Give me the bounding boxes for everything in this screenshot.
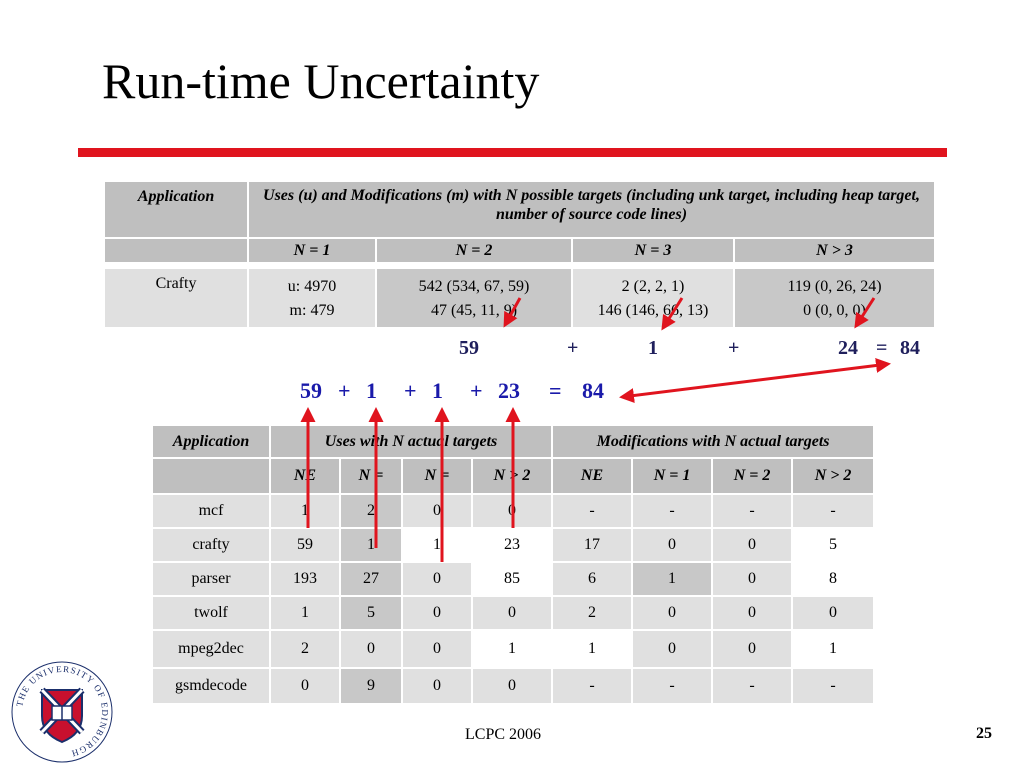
table-cell: 1 (552, 630, 632, 668)
table-cell: 2 (270, 630, 340, 668)
table-cell: - (792, 668, 874, 704)
table-cell: 1 (472, 630, 552, 668)
table2-header-row (152, 425, 874, 458)
table-cell: 1 (270, 494, 340, 528)
sum1-term-c: 24 (838, 337, 858, 359)
table2-subheader-uses-ne: NE (270, 458, 340, 494)
table-cell: 2 (340, 494, 402, 528)
table2-subheader-uses-n3: N > 2 (472, 458, 552, 494)
table-cell: 0 (402, 562, 472, 596)
table-cell: 5 (340, 596, 402, 630)
table1-subheader-n2: N = 2 (376, 238, 572, 263)
table1-cell-n2-uses: 542 (534, 67, 59) (418, 277, 530, 295)
table-cell: 0 (632, 596, 712, 630)
table-cell: - (552, 494, 632, 528)
table-row (152, 562, 874, 596)
table-cell: 0 (472, 494, 552, 528)
table-cell: 193 (270, 562, 340, 596)
table-cell: 1 (792, 630, 874, 668)
title-underline (78, 148, 947, 157)
table-cell: 0 (340, 630, 402, 668)
table1-cell-n2-mods: 47 (45, 11, 9) (430, 301, 518, 319)
table1-cell-n3-uses: 2 (2, 2, 1) (621, 277, 685, 295)
row-app-name: mcf (152, 494, 270, 528)
slide-title: Run-time Uncertainty (102, 53, 540, 109)
table2-subheader-mods-n2: N = 2 (712, 458, 792, 494)
table-cell: 0 (472, 596, 552, 630)
table-cell: 0 (712, 528, 792, 562)
footer-text: LCPC 2006 (465, 726, 542, 743)
table-row (152, 630, 874, 668)
sum2-plus-1: + (338, 378, 351, 403)
sum1-term-a: 59 (459, 337, 479, 359)
table-cell: 1 (402, 528, 472, 562)
table-cell: - (712, 494, 792, 528)
table2-subheader-uses-n2: N = (402, 458, 472, 494)
table-cell: - (632, 494, 712, 528)
table-cell: 2 (552, 596, 632, 630)
sum2-plus-3: + (470, 378, 483, 403)
table-cell: 0 (712, 596, 792, 630)
table-cell: 0 (792, 596, 874, 630)
table1-subheader-n3: N = 3 (572, 238, 734, 263)
table1-row-crafty (104, 268, 935, 328)
table-cell: 8 (792, 562, 874, 596)
table-cell: 0 (270, 668, 340, 704)
table-cell: 0 (402, 668, 472, 704)
table-cell: 0 (632, 630, 712, 668)
table1-cell-n3 (572, 268, 734, 328)
table-row (152, 596, 874, 630)
table1-subheader-n1: N = 1 (248, 238, 376, 263)
table-cell: 0 (402, 596, 472, 630)
arrow-double-total (622, 364, 888, 397)
table2-subheader-uses-n1: N = (340, 458, 402, 494)
table-cell: 1 (340, 528, 402, 562)
table1-header-row (104, 181, 935, 238)
row-app-name: crafty (152, 528, 270, 562)
row-app-name: parser (152, 562, 270, 596)
sum2-term-d: 23 (498, 378, 520, 403)
table-cell: 0 (632, 528, 712, 562)
table1-subheader-row (104, 238, 935, 263)
table-row (152, 668, 874, 704)
table-cell: - (632, 668, 712, 704)
table1-cell-n1-mods: m: 479 (289, 301, 335, 319)
table-cell: 85 (472, 562, 552, 596)
table2-subheader-row (152, 458, 874, 494)
table1-cell-n4 (734, 268, 935, 328)
table-row (152, 494, 874, 528)
sum1-plus-1: + (567, 337, 579, 359)
row-app-name: gsmdecode (152, 668, 270, 704)
table2-subheader-blank (152, 458, 270, 494)
table1-cell-n1-uses: u: 4970 (287, 277, 337, 295)
sum2-term-c: 1 (432, 378, 443, 403)
table1-cell-n2 (376, 268, 572, 328)
sum1-term-b: 1 (648, 337, 658, 359)
table-cell: - (552, 668, 632, 704)
table-cell: 1 (270, 596, 340, 630)
table-cell: 59 (270, 528, 340, 562)
sum2-total: 84 (582, 378, 604, 403)
table-cell: 6 (552, 562, 632, 596)
row-app-name: twolf (152, 596, 270, 630)
page-number: 25 (976, 725, 992, 742)
table-cell: 0 (402, 630, 472, 668)
table1-cell-app: Crafty (104, 268, 248, 328)
sum2-term-a: 59 (300, 378, 322, 403)
table2-subheader-mods-n3: N > 2 (792, 458, 874, 494)
table-cell: 0 (472, 668, 552, 704)
table-cell: 0 (402, 494, 472, 528)
table2-header-application: Application (152, 425, 270, 458)
table-cell: - (712, 668, 792, 704)
crafty-targets-table (103, 180, 936, 329)
table1-cell-n4-uses: 119 (0, 26, 24) (787, 277, 882, 295)
sum2-plus-2: + (404, 378, 417, 403)
table2-header-mods: Modifications with N actual targets (552, 425, 874, 458)
sum1-equals: = (876, 337, 888, 359)
sum2-term-b: 1 (366, 378, 377, 403)
actual-targets-table (151, 424, 875, 705)
table-cell: 9 (340, 668, 402, 704)
table1-cell-n4-mods: 0 (0, 0, 0) (803, 301, 866, 319)
table-row (152, 528, 874, 562)
table-cell: 0 (712, 562, 792, 596)
sum1-plus-2: + (728, 337, 740, 359)
table1-subheader-n4: N > 3 (734, 238, 935, 263)
table1-cell-n3-mods: 146 (146, 66, 13) (597, 301, 709, 319)
row-app-name: mpeg2dec (152, 630, 270, 668)
table2-subheader-mods-n1: N = 1 (632, 458, 712, 494)
table2-subheader-mods-ne: NE (552, 458, 632, 494)
table1-subheader-blank (104, 238, 248, 263)
table-cell: 1 (632, 562, 712, 596)
table-cell: 17 (552, 528, 632, 562)
university-of-edinburgh-crest-icon (10, 660, 114, 764)
table1-cell-n1 (248, 268, 376, 328)
table-cell: - (792, 494, 874, 528)
table1-header-application: Application (104, 181, 248, 238)
logo-text: THE UNIVERSITY OF EDINBURGH (14, 663, 111, 759)
table-cell: 5 (792, 528, 874, 562)
table2-header-uses: Uses with N actual targets (270, 425, 552, 458)
table-cell: 27 (340, 562, 402, 596)
table-cell: 23 (472, 528, 552, 562)
table1-header-description: Uses (u) and Modifications (m) with N possible targets (including unk target, including heap target, number of source code lines) (248, 181, 935, 238)
sum1-total: 84 (900, 337, 920, 359)
table-cell: 0 (712, 630, 792, 668)
sum2-equals: = (549, 378, 562, 403)
